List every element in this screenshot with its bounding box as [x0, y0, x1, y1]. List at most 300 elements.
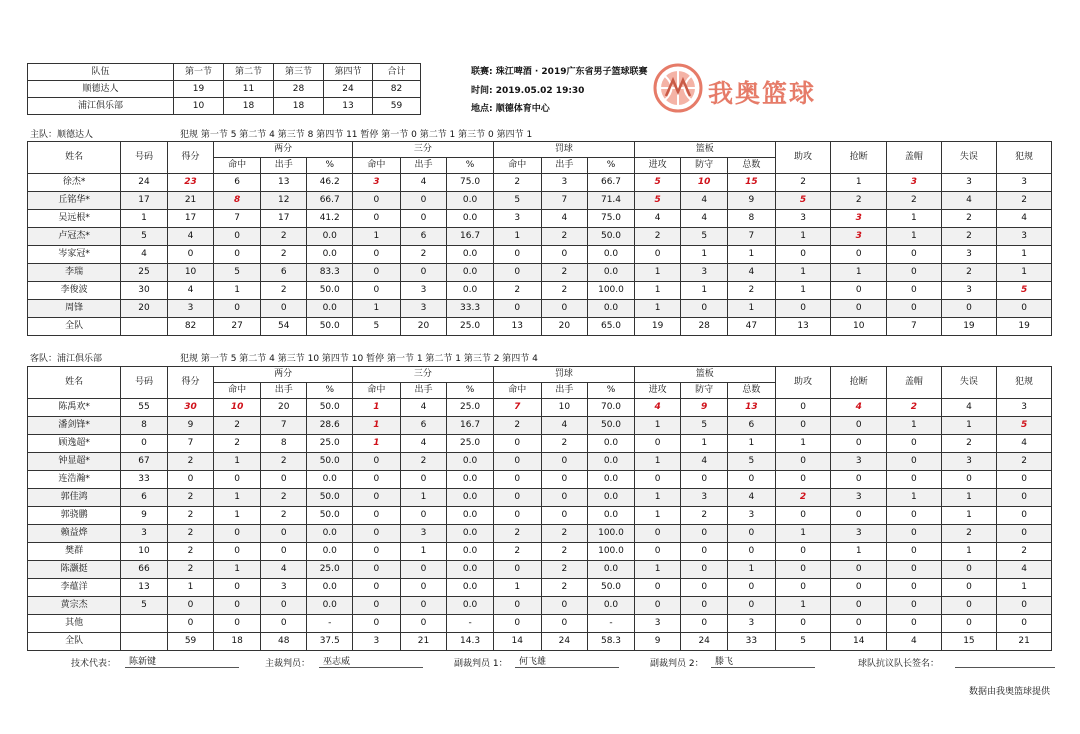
col-header-tov: 失误: [941, 367, 997, 399]
stat-cell: 2: [214, 435, 261, 453]
stat-cell: 13: [121, 579, 168, 597]
player-row: [28, 174, 1052, 192]
stat-cell: 0: [400, 597, 447, 615]
stat-cell: 5: [727, 453, 775, 471]
stat-cell: 1: [831, 543, 887, 561]
stat-cell: 3: [831, 210, 887, 228]
stat-cell: 0: [681, 300, 728, 318]
stat-cell: 1: [941, 507, 997, 525]
tech-rep-name: 陈新键: [125, 654, 239, 668]
stat-cell: 0: [167, 597, 214, 615]
stat-cell: 2: [260, 507, 307, 525]
match-info: [471, 63, 647, 119]
total-cell: 21: [997, 633, 1052, 651]
col-header-number: 号码: [121, 142, 168, 174]
stat-cell: 3: [727, 615, 775, 633]
protest-signature-line: [955, 654, 1055, 668]
stat-cell: 0.0: [447, 561, 494, 579]
stat-cell: 2: [541, 561, 588, 579]
stat-cell: 3: [493, 210, 541, 228]
col-subheader-att: 出手: [541, 383, 588, 399]
stat-cell: 2: [941, 435, 997, 453]
stat-cell: 10: [121, 543, 168, 561]
stat-cell: 46.2: [307, 174, 352, 192]
stat-cell: 5: [775, 192, 831, 210]
stat-cell: 20: [121, 300, 168, 318]
stat-cell: 100.0: [588, 543, 635, 561]
stat-cell: 0: [941, 471, 997, 489]
stat-cell: 0: [352, 246, 400, 264]
stat-cell: 0: [775, 399, 831, 417]
col-header-number: 号码: [121, 367, 168, 399]
stat-cell: 0: [400, 507, 447, 525]
stat-cell: 0: [400, 561, 447, 579]
stat-cell: 2: [493, 417, 541, 435]
protest-label: 球队抗议队长签名：: [858, 659, 940, 669]
stat-cell: 0: [214, 543, 261, 561]
total-cell: 24: [681, 633, 728, 651]
stat-cell: 2: [493, 543, 541, 561]
stat-cell: 2: [167, 489, 214, 507]
total-cell: 20: [541, 318, 588, 336]
stat-cell: 2: [260, 282, 307, 300]
player-name: 岑家冠*: [28, 246, 121, 264]
stat-cell: 6: [214, 174, 261, 192]
stat-cell: 0: [831, 615, 887, 633]
stat-cell: 13: [260, 174, 307, 192]
stat-cell: 0: [634, 435, 681, 453]
total-cell: 19: [634, 318, 681, 336]
player-row: [28, 561, 1052, 579]
stat-cell: 8: [260, 435, 307, 453]
player-name: 陈灏挺: [28, 561, 121, 579]
player-name: 潘剑锋*: [28, 417, 121, 435]
stat-cell: 1: [121, 210, 168, 228]
stat-cell: 4: [941, 192, 997, 210]
stat-cell: 3: [775, 210, 831, 228]
stat-cell: 0.0: [588, 507, 635, 525]
col-header-blk: 盖帽: [887, 367, 942, 399]
total-cell: 14: [493, 633, 541, 651]
stat-cell: 6: [121, 489, 168, 507]
stat-cell: 2: [997, 192, 1052, 210]
stat-cell: 3: [831, 489, 887, 507]
player-name: 连浩瀚*: [28, 471, 121, 489]
stat-cell: 5: [121, 597, 168, 615]
col-subheader-off: 进攻: [634, 158, 681, 174]
col-subheader-pct: %: [447, 158, 494, 174]
stat-cell: 1: [775, 525, 831, 543]
stat-cell: 2: [941, 264, 997, 282]
stat-cell: 1: [727, 435, 775, 453]
stat-cell: 2: [941, 525, 997, 543]
total-cell: 20: [400, 318, 447, 336]
stat-cell: 3: [352, 174, 400, 192]
stat-cell: 75.0: [447, 174, 494, 192]
stat-cell: 0: [352, 210, 400, 228]
player-name: 周锋: [28, 300, 121, 318]
stat-cell: 2: [541, 282, 588, 300]
stat-cell: 1: [214, 561, 261, 579]
stat-cell: 9: [121, 507, 168, 525]
player-name: 赖益烨: [28, 525, 121, 543]
player-name: 顾逸超*: [28, 435, 121, 453]
total-cell: 59: [167, 633, 214, 651]
total-cell: 27: [214, 318, 261, 336]
stat-cell: 0: [775, 615, 831, 633]
stat-cell: 0: [214, 579, 261, 597]
stat-cell: 1: [214, 507, 261, 525]
stat-cell: 1: [887, 210, 942, 228]
stat-cell: 33.3: [447, 300, 494, 318]
stat-cell: 0.0: [307, 543, 352, 561]
stat-cell: 1: [493, 228, 541, 246]
stat-cell: 1: [727, 561, 775, 579]
player-row: [28, 282, 1052, 300]
stat-cell: 0: [121, 435, 168, 453]
stat-cell: 2: [167, 543, 214, 561]
player-row: [28, 300, 1052, 318]
stat-cell: 0: [681, 597, 728, 615]
stat-cell: 0.0: [447, 246, 494, 264]
player-name: 徐杰*: [28, 174, 121, 192]
stat-cell: 0: [775, 300, 831, 318]
stat-cell: 4: [831, 399, 887, 417]
col-header-stl: 抢断: [831, 142, 887, 174]
player-row: [28, 597, 1052, 615]
stat-cell: 1: [634, 417, 681, 435]
stat-cell: 0: [831, 507, 887, 525]
stat-cell: 3: [167, 300, 214, 318]
stat-cell: 3: [400, 282, 447, 300]
ref2-label: 副裁判员 2：: [650, 659, 704, 669]
player-row: [28, 264, 1052, 282]
stat-cell: 2: [727, 282, 775, 300]
stat-cell: 0: [214, 471, 261, 489]
stat-cell: 1: [681, 435, 728, 453]
stat-cell: 0: [634, 246, 681, 264]
stat-cell: 0: [941, 300, 997, 318]
stat-cell: 0: [831, 561, 887, 579]
stat-cell: 3: [831, 525, 887, 543]
stat-cell: 1: [727, 300, 775, 318]
stat-cell: 0: [493, 435, 541, 453]
stat-cell: -: [307, 615, 352, 633]
stat-cell: 2: [260, 453, 307, 471]
stat-cell: 1: [634, 264, 681, 282]
stat-cell: 2: [214, 417, 261, 435]
player-name: 李俊波: [28, 282, 121, 300]
stat-cell: 3: [400, 300, 447, 318]
stat-cell: 50.0: [588, 228, 635, 246]
tech-rep-label: 技术代表：: [71, 659, 117, 669]
total-cell: 19: [997, 318, 1052, 336]
stat-cell: 0.0: [307, 246, 352, 264]
player-name: 吴远根*: [28, 210, 121, 228]
stat-cell: 1: [634, 282, 681, 300]
stat-cell: 0: [887, 615, 942, 633]
stat-cell: 1: [167, 579, 214, 597]
stat-cell: 0: [887, 561, 942, 579]
stat-cell: 0: [941, 579, 997, 597]
stat-cell: 0: [681, 471, 728, 489]
stat-cell: 0: [941, 615, 997, 633]
stat-cell: 2: [167, 453, 214, 471]
stat-cell: 0: [997, 525, 1052, 543]
total-cell: 15: [941, 633, 997, 651]
stat-cell: 9: [167, 417, 214, 435]
stat-cell: 0: [887, 246, 942, 264]
stat-cell: 5: [493, 192, 541, 210]
stat-cell: 0: [214, 615, 261, 633]
stat-cell: 0.0: [588, 597, 635, 615]
stat-cell: 33: [121, 471, 168, 489]
stat-cell: 0: [997, 300, 1052, 318]
stat-cell: 5: [214, 264, 261, 282]
stat-cell: 16.7: [447, 228, 494, 246]
stat-cell: 0: [541, 453, 588, 471]
player-name: 郭佳鸿: [28, 489, 121, 507]
stat-cell: 0: [727, 579, 775, 597]
stat-cell: 8: [121, 417, 168, 435]
stat-cell: 2: [541, 543, 588, 561]
quarter-header: 合计: [373, 64, 421, 81]
ref2-name: 滕飞: [711, 654, 815, 668]
stat-cell: 0: [493, 471, 541, 489]
stat-cell: 0.0: [307, 471, 352, 489]
col-header-name: 姓名: [28, 142, 121, 174]
stat-cell: 0: [727, 543, 775, 561]
quarter-score: 28: [274, 81, 324, 98]
stat-cell: 0: [352, 597, 400, 615]
stat-cell: 2: [997, 453, 1052, 471]
stat-cell: 1: [775, 597, 831, 615]
stat-cell: 0: [352, 282, 400, 300]
quarter-header: 第一节: [174, 64, 224, 81]
quarter-scores-table: [27, 63, 421, 115]
stat-cell: 0: [214, 597, 261, 615]
stat-cell: 0: [260, 471, 307, 489]
col-subheader-made: 命中: [214, 158, 261, 174]
stat-cell: 3: [941, 246, 997, 264]
stat-cell: 4: [997, 435, 1052, 453]
quarter-team: 浦江俱乐部: [28, 98, 174, 115]
stat-cell: 0: [167, 615, 214, 633]
player-name: 卢冠杰*: [28, 228, 121, 246]
stat-cell: 0: [634, 543, 681, 561]
stat-cell: 0: [727, 597, 775, 615]
stat-cell: 0: [681, 543, 728, 561]
stat-cell: 0: [887, 525, 942, 543]
stat-cell: 25: [121, 264, 168, 282]
stat-cell: 1: [634, 489, 681, 507]
stat-cell: 4: [727, 264, 775, 282]
stat-cell: 6: [260, 264, 307, 282]
col-header-three: 三分: [352, 142, 493, 158]
col-subheader-att: 出手: [260, 158, 307, 174]
stat-cell: 25.0: [447, 435, 494, 453]
total-cell: 13: [775, 318, 831, 336]
total-label: 全队: [28, 318, 121, 336]
stat-cell: 3: [997, 399, 1052, 417]
total-cell: 5: [352, 318, 400, 336]
stat-cell: 1: [997, 246, 1052, 264]
player-name: 丘铭华*: [28, 192, 121, 210]
stat-cell: 1: [352, 435, 400, 453]
total-cell: 14: [831, 633, 887, 651]
chief-ref-label: 主裁判员：: [265, 659, 311, 669]
player-row: [28, 399, 1052, 417]
stat-cell: 1: [727, 246, 775, 264]
stat-cell: 1: [214, 489, 261, 507]
col-header-tov: 失误: [941, 142, 997, 174]
stat-cell: 75.0: [588, 210, 635, 228]
stat-cell: 0: [775, 417, 831, 435]
player-name: 李瑞: [28, 264, 121, 282]
total-cell: 3: [352, 633, 400, 651]
stat-cell: 3: [941, 453, 997, 471]
stat-cell: 1: [831, 174, 887, 192]
stat-cell: 2: [831, 192, 887, 210]
stat-cell: 66.7: [307, 192, 352, 210]
stat-cell: 0.0: [588, 300, 635, 318]
col-subheader-att: 出手: [541, 158, 588, 174]
quarter-score: 24: [324, 81, 373, 98]
stat-cell: 0: [493, 453, 541, 471]
player-row: [28, 489, 1052, 507]
stat-cell: 4: [541, 210, 588, 228]
stat-cell: 0: [400, 210, 447, 228]
stat-cell: 4: [941, 399, 997, 417]
stat-cell: 10: [681, 174, 728, 192]
col-header-ft: 罚球: [493, 142, 634, 158]
stat-cell: 0: [214, 228, 261, 246]
stat-cell: 30: [121, 282, 168, 300]
stat-cell: 0: [541, 246, 588, 264]
col-subheader-pct: %: [588, 383, 635, 399]
stat-cell: 4: [681, 192, 728, 210]
col-subheader-att: 出手: [400, 158, 447, 174]
total-cell: 54: [260, 318, 307, 336]
col-header-two: 两分: [214, 142, 353, 158]
stat-cell: 2: [541, 435, 588, 453]
stat-cell: 4: [727, 489, 775, 507]
col-subheader-att: 出手: [260, 383, 307, 399]
stat-cell: 0.0: [447, 543, 494, 561]
ref1-label: 副裁判员 1：: [454, 659, 508, 669]
stat-cell: 7: [541, 192, 588, 210]
home-fouls-timeouts: 犯规 第一节 5 第二节 4 第三节 8 第四节 11 暂停 第一节 0 第二节 1 第三节 0 第四节 1: [180, 130, 533, 140]
stat-cell: 2: [167, 561, 214, 579]
stat-cell: 10: [541, 399, 588, 417]
stat-cell: 4: [997, 210, 1052, 228]
stat-cell: 0: [400, 615, 447, 633]
total-cell: 21: [400, 633, 447, 651]
stat-cell: 50.0: [307, 282, 352, 300]
stat-cell: 12: [260, 192, 307, 210]
stat-cell: 66: [121, 561, 168, 579]
player-row: [28, 435, 1052, 453]
stat-cell: 0: [887, 300, 942, 318]
player-name: 黄宗杰: [28, 597, 121, 615]
stat-cell: 1: [997, 264, 1052, 282]
stat-cell: 13: [727, 399, 775, 417]
stat-cell: 0: [775, 246, 831, 264]
stat-cell: 0: [352, 192, 400, 210]
stat-cell: 1: [493, 579, 541, 597]
player-row: [28, 246, 1052, 264]
stat-cell: 1: [400, 489, 447, 507]
stat-cell: 0: [941, 561, 997, 579]
stat-cell: 2: [167, 525, 214, 543]
stat-cell: 5: [997, 282, 1052, 300]
stat-cell: 9: [681, 399, 728, 417]
stat-cell: 4: [167, 282, 214, 300]
stat-cell: 1: [997, 579, 1052, 597]
total-cell: 4: [887, 633, 942, 651]
away-box-score: [27, 366, 1052, 651]
stat-cell: 0: [493, 615, 541, 633]
player-row: [28, 615, 1052, 633]
stat-cell: 0: [831, 300, 887, 318]
stat-cell: 0: [727, 471, 775, 489]
stat-cell: 0: [352, 471, 400, 489]
team-total-row: [28, 633, 1052, 651]
player-row: [28, 543, 1052, 561]
stat-cell: 0: [167, 246, 214, 264]
col-subheader-pct: %: [307, 383, 352, 399]
stat-cell: 1: [887, 228, 942, 246]
stat-cell: 1: [634, 453, 681, 471]
player-row: [28, 525, 1052, 543]
stat-cell: 0: [493, 264, 541, 282]
stat-cell: 67: [121, 453, 168, 471]
stat-cell: 0: [541, 489, 588, 507]
total-cell: 48: [260, 633, 307, 651]
stat-cell: 0: [887, 282, 942, 300]
stat-cell: 3: [727, 507, 775, 525]
stat-cell: 4: [400, 174, 447, 192]
stat-cell: 0: [941, 597, 997, 615]
col-header-two: 两分: [214, 367, 353, 383]
col-header-name: 姓名: [28, 367, 121, 399]
quarter-header: 第三节: [274, 64, 324, 81]
officials-footer: [27, 653, 1057, 671]
stat-cell: 0: [260, 615, 307, 633]
quarter-score: 19: [174, 81, 224, 98]
total-cell: 82: [167, 318, 214, 336]
stat-cell: 0.0: [588, 264, 635, 282]
col-subheader-made: 命中: [493, 158, 541, 174]
col-header-pf: 犯规: [997, 142, 1052, 174]
stat-cell: 15: [727, 174, 775, 192]
stat-cell: 4: [997, 561, 1052, 579]
col-header-reb: 篮板: [634, 142, 775, 158]
stat-cell: 0: [541, 615, 588, 633]
stat-cell: 50.0: [307, 453, 352, 471]
basketball-icon: [652, 62, 704, 114]
match-time: 时间: 2019.05.02 19:30: [471, 85, 585, 96]
stat-cell: 1: [887, 417, 942, 435]
stat-cell: 0: [634, 579, 681, 597]
stat-cell: 10: [167, 264, 214, 282]
stat-cell: 1: [941, 417, 997, 435]
team-total-row: [28, 318, 1052, 336]
stat-cell: 0.0: [588, 489, 635, 507]
stat-cell: 1: [352, 300, 400, 318]
stat-cell: 50.0: [588, 579, 635, 597]
stat-cell: 2: [400, 453, 447, 471]
